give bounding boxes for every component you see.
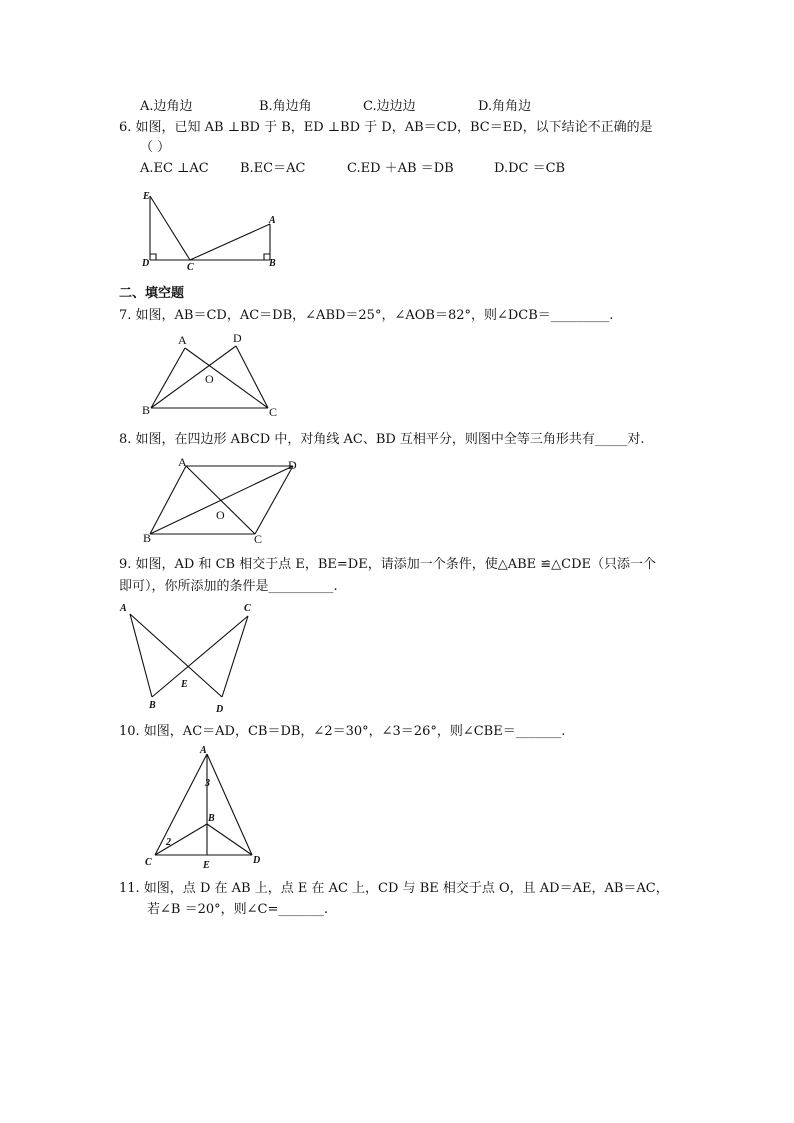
- q6-stem-line1: 6. 如图，已知 AB ⊥BD 于 B，ED ⊥BD 于 D，AB＝CD，BC＝ED，以下结论不正确的是: [119, 120, 653, 135]
- segment-ab: [151, 348, 185, 408]
- q11-stem-line2: 若∠B ＝20°，则∠C=_______.: [147, 902, 328, 917]
- q11-stem-line1: 11. 如图，点 D 在 AB 上，点 E 在 AC 上，CD 与 BE 相交于点 O，且 AD＝AE，AB＝AC，: [119, 881, 669, 896]
- segment-bd: [150, 466, 293, 534]
- label-a: A: [120, 603, 127, 614]
- q5-option-d: D.角角边: [478, 99, 532, 114]
- label-a: A: [178, 333, 187, 347]
- segment-dc: [255, 466, 293, 534]
- segment-da: [130, 614, 222, 697]
- q10-figure: [138, 742, 278, 872]
- segment-ac: [185, 348, 268, 408]
- q5-option-a: A.边角边: [140, 99, 193, 114]
- segment-ca: [190, 224, 270, 260]
- label-angle-2: 2: [166, 837, 171, 848]
- label-b: B: [149, 700, 156, 711]
- label-e: E: [143, 191, 150, 202]
- q9-stem-line2: 即可），你所添加的条件是__________.: [119, 579, 338, 594]
- label-e: E: [181, 679, 188, 690]
- q6-option-c: C.ED ＋AB ＝DB: [347, 161, 454, 176]
- q7-figure: [138, 328, 288, 420]
- q6-figure: [138, 186, 288, 274]
- q6-option-a: A.EC ⊥AC: [140, 161, 209, 176]
- label-a: A: [200, 745, 207, 756]
- label-e: E: [203, 860, 210, 871]
- label-b: B: [269, 258, 276, 269]
- q8-figure: [138, 452, 308, 544]
- label-d: D: [216, 704, 224, 715]
- label-d: D: [233, 331, 242, 345]
- section-heading-fill-in: 二、填空题: [119, 286, 185, 301]
- segment-ec: [150, 196, 190, 260]
- label-d: D: [253, 855, 261, 866]
- label-c: C: [187, 262, 194, 273]
- q5-option-c: C.边边边: [363, 99, 416, 114]
- q6-option-b: B.EC＝AC: [240, 161, 306, 176]
- label-a: A: [178, 455, 187, 469]
- label-c: C: [254, 532, 263, 546]
- label-angle-3: 3: [205, 778, 210, 789]
- label-c: C: [145, 857, 152, 868]
- segment-cd: [236, 346, 268, 408]
- q6-option-d: D.DC ＝CB: [494, 161, 566, 176]
- q9-figure: [114, 598, 264, 716]
- label-b: B: [143, 531, 152, 545]
- q8-stem: 8. 如图，在四边形 ABCD 中，对角线 AC、BD 互相平分，则图中全等三角形共有_____对.: [119, 432, 645, 447]
- q5-option-b: B.角边角: [259, 99, 312, 114]
- segment-ba: [150, 466, 186, 534]
- label-b: B: [142, 403, 151, 417]
- label-c: C: [269, 405, 278, 419]
- segment-db: [151, 346, 236, 408]
- label-d: D: [288, 458, 297, 472]
- q9-stem-line1: 9. 如图，AD 和 CB 相交于点 E，BE=DE，请添加一个条件，使△ABE ≌△CDE（只添一个: [119, 557, 657, 572]
- label-c: C: [244, 603, 251, 614]
- right-angle-mark-d: [150, 254, 156, 260]
- segment-cd: [222, 616, 248, 697]
- label-a: A: [269, 215, 276, 226]
- q6-stem-line2: （ ）: [140, 140, 171, 155]
- label-o: O: [216, 508, 225, 522]
- label-b: B: [208, 813, 215, 824]
- label-d: D: [142, 258, 150, 269]
- segment-bc: [152, 616, 248, 697]
- q10-stem: 10. 如图，AC＝AD，CB＝DB，∠2＝30°，∠3＝26°，则∠CBE＝_______.: [119, 724, 566, 739]
- label-o: O: [205, 372, 214, 386]
- segment-ab: [130, 614, 152, 697]
- q7-stem: 7. 如图，AB＝CD，AC＝DB，∠ABD＝25°，∠AOB＝82°，则∠DCB＝_________.: [119, 308, 614, 323]
